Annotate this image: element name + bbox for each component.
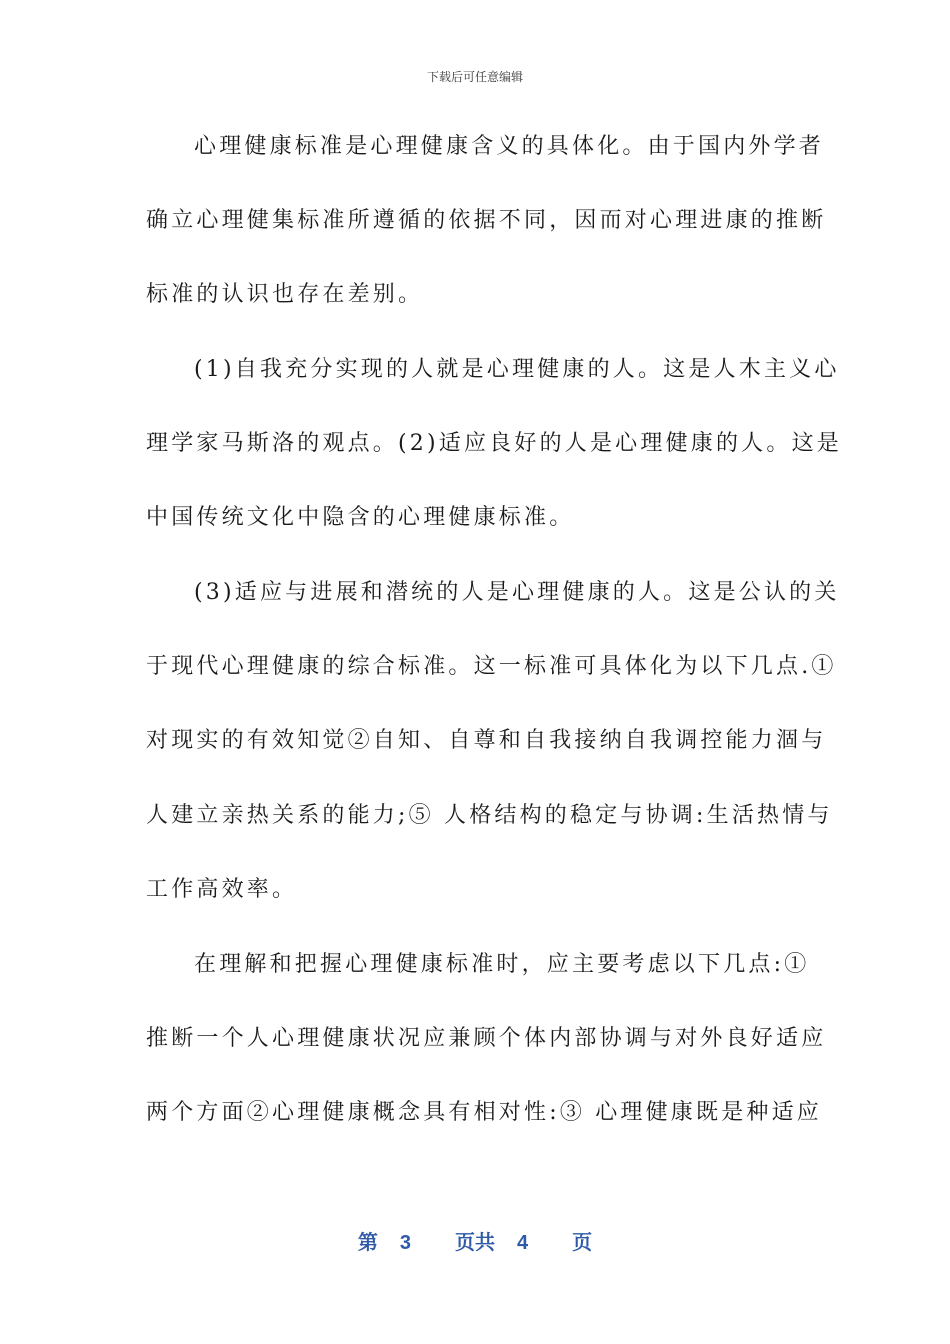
footer-label-total-suffix: 页 — [572, 1232, 593, 1254]
paragraph-3-line-4: 人建立亲热关系的能力;⑤ 人格结构的稳定与协调:生活热情与 — [146, 803, 833, 828]
page-footer — [0, 1226, 950, 1255]
paragraph-2-line-1: (1)自我充分实现的人就是心理健康的人。这是人木主义心 — [194, 357, 840, 382]
footer-total-pages: 4 — [517, 1232, 529, 1254]
paragraph-4-line-1: 在理解和把握心理健康标准时，应主要考虑以下几点:① — [194, 952, 810, 977]
paragraph-4-line-2: 推断一个人心理健康状况应兼顾个体内部协调与对外良好适应 — [146, 1026, 827, 1051]
paragraph-2-line-3: 中国传统文化中隐含的心理健康标准。 — [146, 505, 575, 530]
paragraph-1-line-2: 确立心理健集标准所遵循的依据不同，因而对心理进康的推断 — [146, 208, 827, 233]
footer-current-page: 3 — [399, 1232, 411, 1254]
paragraph-1-line-1: 心理健康标准是心理健康含义的具体化。由于国内外学者 — [194, 134, 825, 159]
paragraph-3-line-5: 工作高效率。 — [146, 877, 298, 902]
paragraph-4-line-3: 两个方面②心理健康概念具有相对性:③ 心理健康既是种适应 — [146, 1100, 823, 1125]
paragraph-1-line-3: 标准的认识也存在差别。 — [146, 282, 424, 307]
paragraph-3-line-3: 对现实的有效知觉②自知、自尊和自我接纳自我调控能力涸与 — [146, 728, 827, 753]
footer-label-page: 第 — [357, 1232, 378, 1254]
footer-label-total-prefix: 页共 — [455, 1232, 495, 1254]
paragraph-3-line-2: 于现代心理健康的综合标准。这一标准可具体化为以下几点.① — [146, 654, 837, 679]
page-header-note: 下载后可任意编辑 — [426, 70, 523, 84]
paragraph-3-line-1: (3)适应与进展和潜统的人是心理健康的人。这是公认的关 — [194, 580, 840, 605]
paragraph-2-line-2: 理学家马斯洛的观点。(2)适应良好的人是心理健康的人。这是 — [146, 431, 842, 456]
